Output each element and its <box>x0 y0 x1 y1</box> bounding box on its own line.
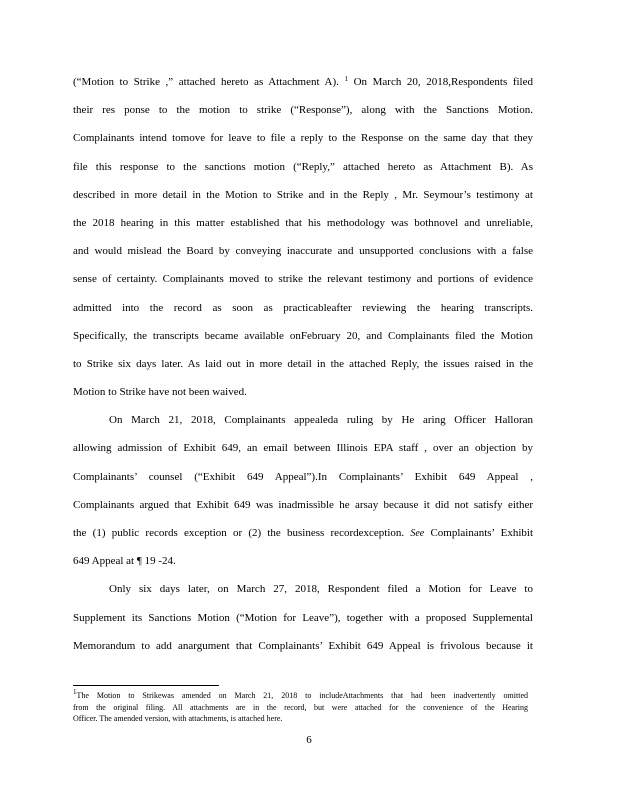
footnote-reference[interactable]: 1 <box>344 75 348 83</box>
body-line: file this response to the sanctions motion (“Reply,” attached hereto as Attachment B). As <box>73 160 533 173</box>
body-line: Specifically, the transcripts became available onFebruary 20, and Complainants filed the Motion <box>73 329 533 342</box>
page-number: 6 <box>306 734 312 746</box>
body-line: (“Motion to Strike ,” attached hereto as Attachment A). $^1$ On March 20, 2018,Respondents filed <box>73 75 533 88</box>
body-line: the (1) public records exception or (2) the business recordexception. See Complainants’ Exhibit <box>73 527 534 539</box>
body-line: their res ponse to the motion to strike (“Response”), along with the Sanctions Motion. <box>73 104 533 117</box>
body-line: Motion to Strike have not been waived. <box>73 386 247 399</box>
footnote-line: $^1$The Motion to Strikewas amended on March 21, 2018 to includeAttachments that had been inadvertently omitted <box>73 688 528 700</box>
body-line: Complainants argued that Exhibit 649 was inadmissible he arsay because it did not satisfy either <box>73 498 533 511</box>
footnote <box>73 690 528 725</box>
body-line: to Strike six days later. As laid out in more detail in the attached Reply, the issues raised in the <box>73 357 533 370</box>
body-line: On March 21, 2018, Complainants appealeda ruling by He aring Officer Halloran <box>109 414 533 427</box>
footnote-line: from the original filing. All attachments are in the record, but were attached for the convenience of the Hearing <box>73 702 528 712</box>
body-line: the 2018 hearing in this matter established that his methodology was bothnovel and unreliable, <box>73 216 533 229</box>
body-line: Complainants’ counsel (“Exhibit 649 Appeal”).In Complainants’ Exhibit 649 Appeal , <box>73 470 533 483</box>
body-line: Only six days later, on March 27, 2018, Respondent filed a Motion for Leave to <box>109 583 533 596</box>
body-line: Complainants intend tomove for leave to file a reply to the Response on the same day that they <box>73 132 533 145</box>
footnote-separator <box>73 685 219 686</box>
body-line: sense of certainty. Complainants moved to strike the relevant testimony and portions of evidence <box>73 273 533 286</box>
body-line: admitted into the record as soon as practicableafter reviewing the hearing transcripts. <box>73 301 533 314</box>
body-line: Supplement its Sanctions Motion (“Motion for Leave”), together with a proposed Supplemental <box>73 611 533 624</box>
body-line: described in more detail in the Motion to Strike and in the Reply , Mr. Seymour’s testimony at <box>73 188 533 201</box>
body-line: Memorandum to add anargument that Complainants’ Exhibit 649 Appeal is frivolous because it <box>73 639 533 652</box>
body-line: allowing admission of Exhibit 649, an email between Illinois EPA staff , over an objection by <box>73 442 533 455</box>
footnote-line: Officer. The amended version, with attachments, is attached here. <box>73 714 283 723</box>
citation-signal: See <box>410 528 425 539</box>
body-text <box>73 68 533 660</box>
footnote-marker: 1 <box>73 688 77 696</box>
body-line: 649 Appeal at ¶ 19 -24. <box>73 555 176 568</box>
body-line: and would mislead the Board by conveying inaccurate and unsupported conclusions with a false <box>73 245 533 258</box>
